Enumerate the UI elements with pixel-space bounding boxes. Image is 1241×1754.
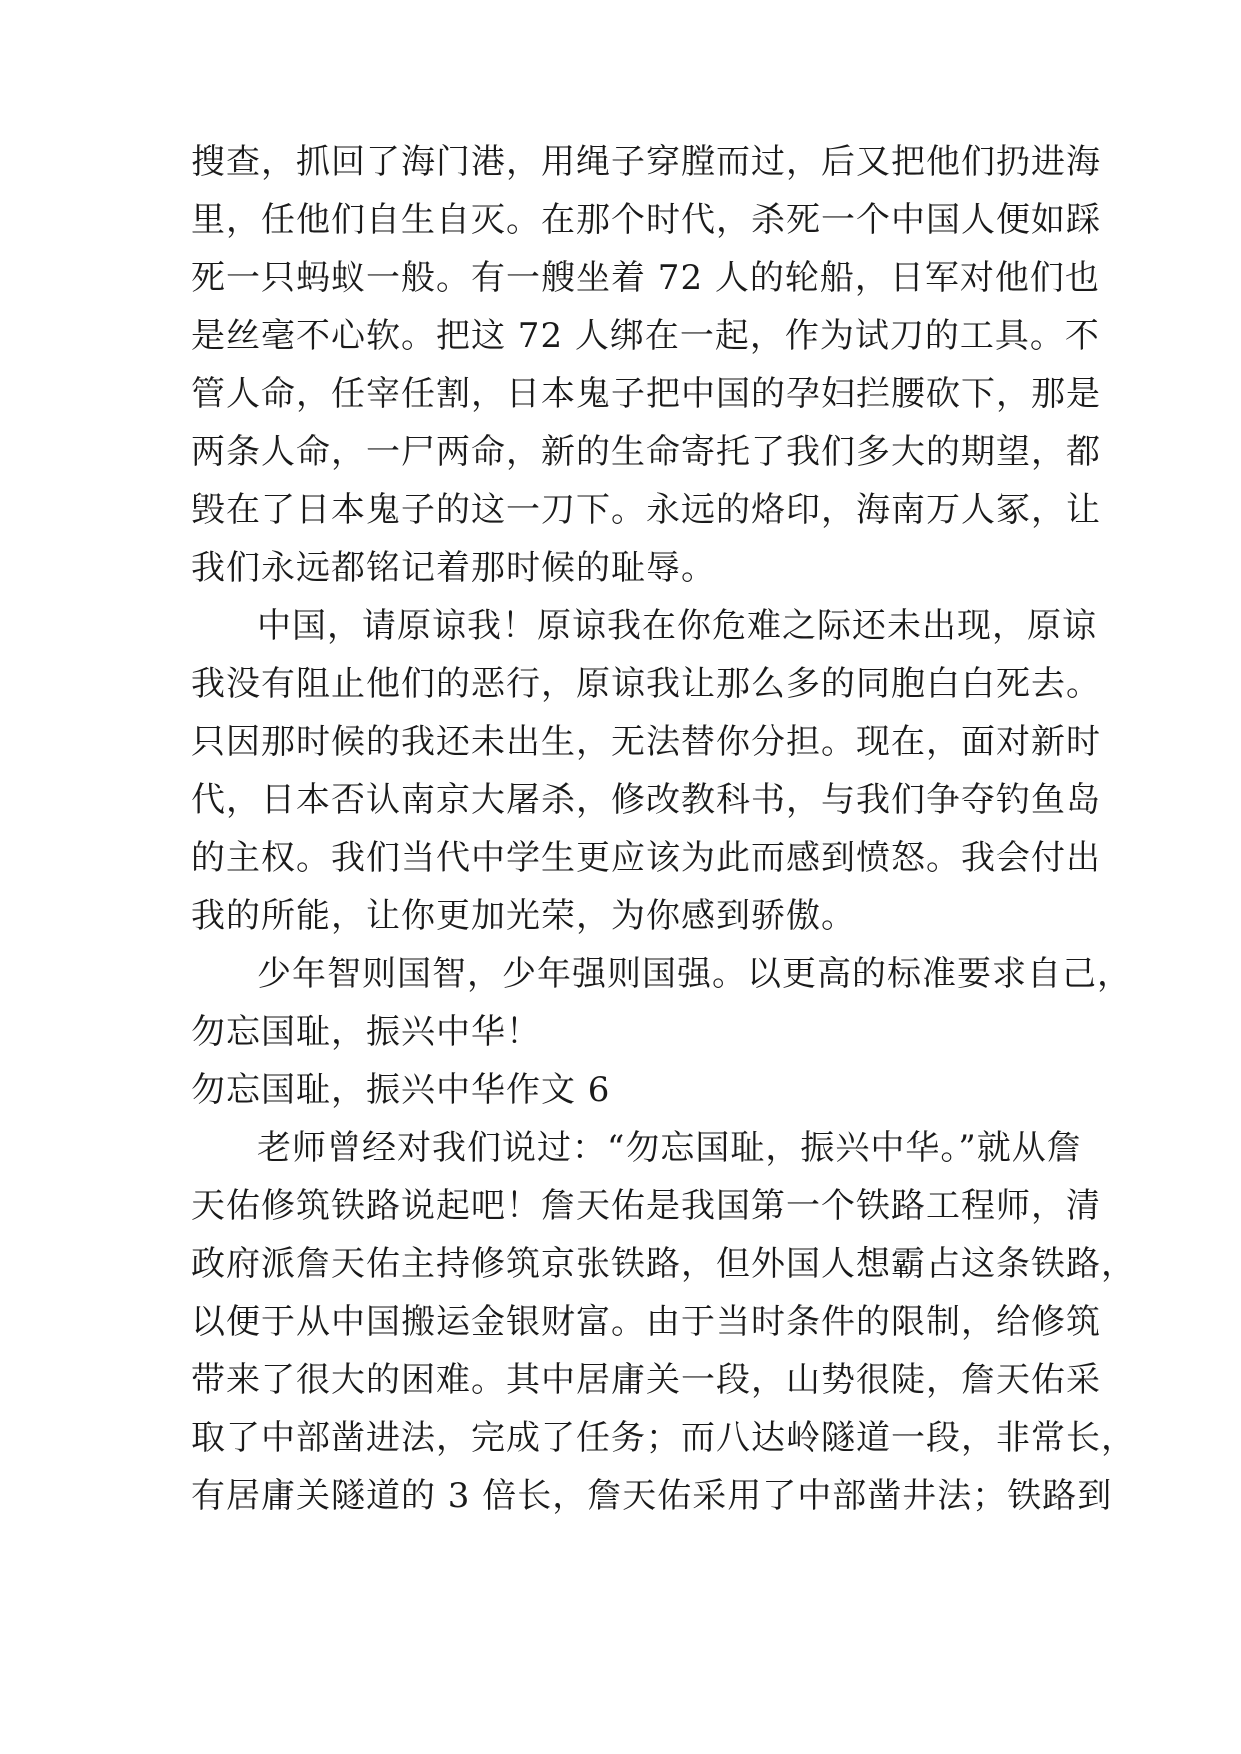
body-text-line: 管人命，任宰任割，日本鬼子把中国的孕妇拦腰砍下，那是 bbox=[191, 374, 1101, 414]
paragraph-start-line: 少年智则国智，少年强则国强。以更高的标准要求自己， bbox=[257, 954, 1132, 994]
body-text-line: 勿忘国耻，振兴中华！ bbox=[191, 1012, 541, 1052]
paragraph-start-line: 老师曾经对我们说过：“勿忘国耻，振兴中华。”就从詹 bbox=[257, 1128, 1082, 1168]
body-text-line: 我没有阻止他们的恶行，原谅我让那么多的同胞白白死去。 bbox=[191, 664, 1101, 704]
body-text-line: 以便于从中国搬运金银财富。由于当时条件的限制，给修筑 bbox=[191, 1302, 1101, 1342]
body-text-line: 里，任他们自生自灭。在那个时代，杀死一个中国人便如踩 bbox=[191, 200, 1101, 240]
paragraph-start-line: 中国，请原谅我！原谅我在你危难之际还未出现，原谅 bbox=[257, 606, 1097, 646]
body-text-line: 代，日本否认南京大屠杀，修改教科书，与我们争夺钓鱼岛 bbox=[191, 780, 1101, 820]
body-text-line: 带来了很大的困难。其中居庸关一段，山势很陡，詹天佑采 bbox=[191, 1360, 1101, 1400]
body-text-line: 毁在了日本鬼子的这一刀下。永远的烙印，海南万人冢，让 bbox=[191, 490, 1101, 530]
body-text-line: 两条人命，一尸两命，新的生命寄托了我们多大的期望，都 bbox=[191, 432, 1101, 472]
body-text-line: 搜查，抓回了海门港，用绳子穿膛而过，后又把他们扔进海 bbox=[191, 142, 1101, 182]
body-text-line: 取了中部凿进法，完成了任务；而八达岭隧道一段，非常长， bbox=[191, 1418, 1136, 1458]
body-text-line: 是丝毫不心软。把这 72 人绑在一起，作为试刀的工具。不 bbox=[191, 316, 1100, 356]
body-text-line: 死一只蚂蚁一般。有一艘坐着 72 人的轮船，日军对他们也 bbox=[191, 258, 1100, 298]
body-text-line: 天佑修筑铁路说起吧！詹天佑是我国第一个铁路工程师，清 bbox=[191, 1186, 1101, 1226]
body-text-line: 只因那时候的我还未出生，无法替你分担。现在，面对新时 bbox=[191, 722, 1101, 762]
body-text-line: 有居庸关隧道的 3 倍长，詹天佑采用了中部凿井法；铁路到 bbox=[191, 1476, 1113, 1516]
body-text-line: 我们永远都铭记着那时候的耻辱。 bbox=[191, 548, 716, 588]
section-heading: 勿忘国耻，振兴中华作文 6 bbox=[191, 1070, 611, 1110]
body-text-line: 我的所能，让你更加光荣，为你感到骄傲。 bbox=[191, 896, 856, 936]
body-text-line: 政府派詹天佑主持修筑京张铁路，但外国人想霸占这条铁路， bbox=[191, 1244, 1136, 1284]
body-text-line: 的主权。我们当代中学生更应该为此而感到愤怒。我会付出 bbox=[191, 838, 1101, 878]
